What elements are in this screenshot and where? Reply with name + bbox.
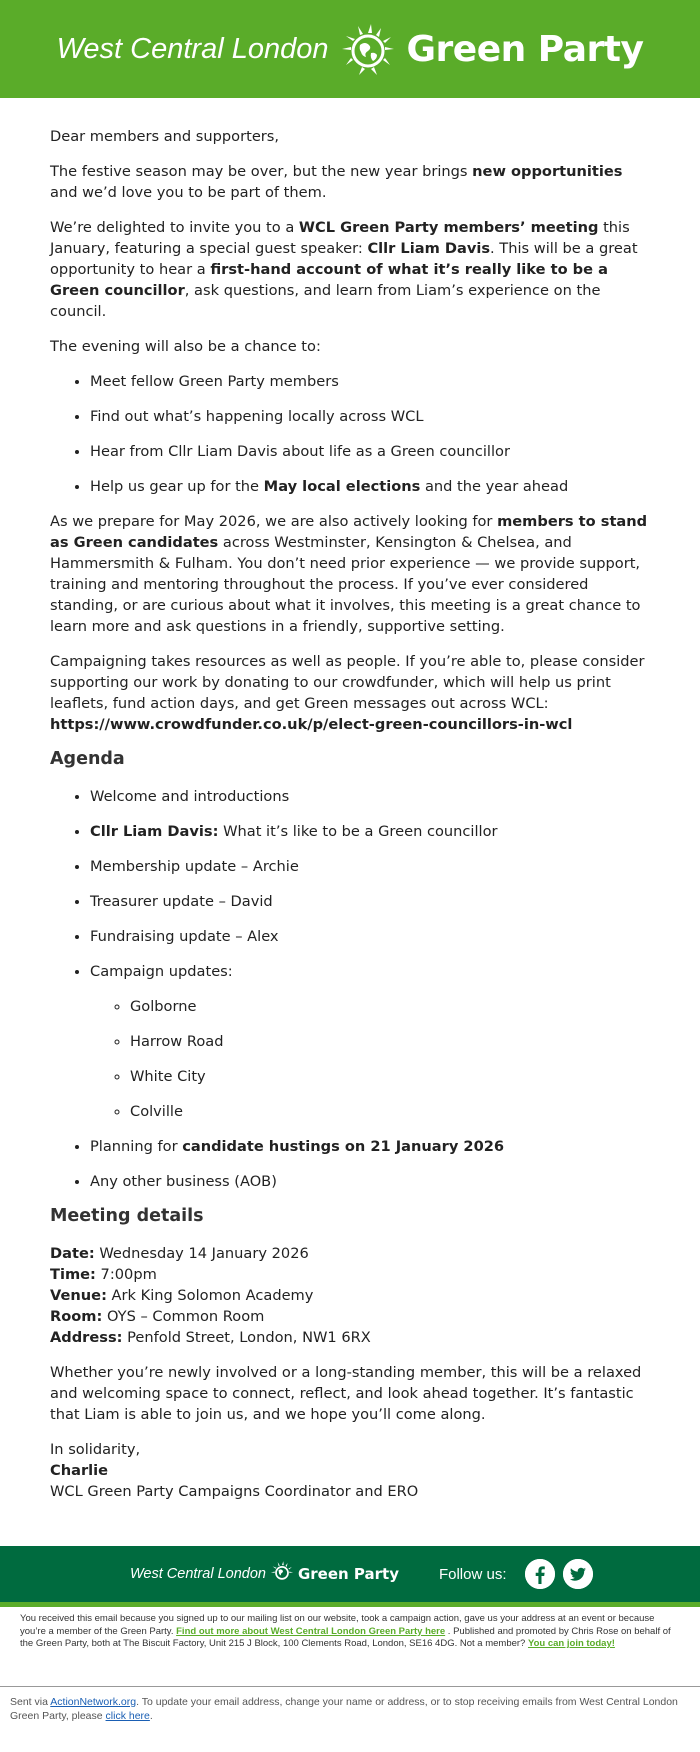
details-heading: Meeting details [50, 1206, 204, 1226]
closing-paragraph: Whether you’re newly involved or a long-standing member, this will be a relaxed and welcoming space to connect, reflect, and look ahead together. It’s fantastic that Liam is able to join us, and we hope you’ll come along. [50, 1364, 642, 1423]
agenda-list [50, 786, 650, 1192]
time-line: Time: 7:00pm [50, 1266, 157, 1283]
header-right-text: Green Party [406, 28, 644, 70]
footer-logo-icon [270, 1560, 294, 1588]
list-item: ◦ Colville [130, 1101, 650, 1122]
find-out-more-link[interactable]: Find out more about West Central London Green Party here [176, 1625, 446, 1637]
address-line: Address: Penfold Street, London, NW1 6RX [50, 1329, 371, 1346]
list-item: • Campaign updates: ◦ Golborne ◦ Harrow Road ◦ White City ◦ Colville [90, 961, 650, 1122]
crowdfunder-link[interactable]: https://www.crowdfunder.co.uk/p/elect-green-councillors-in-wcl [50, 716, 573, 733]
signoff: In solidarity, [50, 1441, 141, 1458]
room-line: Room: OYS – Common Room [50, 1308, 265, 1325]
sent-via-notice: Sent via ActionNetwork.org. To update your email address, change your name or address, or to stop receiving emails from West Central London Green Party, please click here. [10, 1696, 678, 1722]
list-item: • Any other business (AOB) [90, 1171, 650, 1192]
email-body [0, 98, 700, 1502]
list-item: ◦ Golborne [130, 996, 650, 1017]
crowdfunder-paragraph: Campaigning takes resources as well as people. If you’re able to, please consider supporting our work by donating to our crowdfunder, which will help us print leaflets, fund action days, and get Green messages out across WCL: https://www.crowdfunder.co.uk/p/elect-green-councillors-in-wcl [50, 653, 645, 733]
greeting: Dear members and supporters, [50, 128, 280, 145]
footer-green-strip [0, 1602, 700, 1607]
click-here-link[interactable]: click here [105, 1709, 150, 1722]
footer-disclaimer: You received this email because you signed up to our mailing list on our website, took a campaign action, gave us your address at an event or because you’re a member of the Green Party. Find out more about West Central London Green Party here . Published and promoted by Chris Rose on behalf of the Green Party, both at The Biscuit Factory, Unit 215 J Block, 100 Clements Road, London, SE16 4DG. Not a member? You can join today! [20, 1613, 671, 1649]
green-party-logo-icon [340, 21, 396, 77]
candidates-paragraph: As we prepare for May 2026, we are also actively looking for members to stand as Green candidates across Westminster, Kensington & Chelsea, and Hammersmith & Fulham. You don’t need prior experience — we provide support, training and mentoring throughout the process. If you’ve ever considered standing, or are curious about what it involves, this meeting is a great chance to learn more and ask questions in a friendly, supportive setting. [50, 513, 648, 635]
list-item: • Welcome and introductions [90, 786, 650, 807]
actionnetwork-link[interactable]: ActionNetwork.org [50, 1696, 137, 1708]
footer-left-text: West Central London [130, 1566, 266, 1582]
facebook-icon[interactable] [525, 1559, 555, 1589]
list-item: • Fundraising update – Alex [90, 926, 650, 947]
meeting-details [50, 1243, 650, 1348]
header-left-text: West Central London [56, 32, 329, 65]
list-item: ◦ White City [130, 1066, 650, 1087]
list-item: • Treasurer update – David [90, 891, 650, 912]
list-item: • Planning for candidate hustings on 21 January 2026 [90, 1136, 650, 1157]
divider [0, 1686, 700, 1687]
twitter-icon[interactable] [563, 1559, 593, 1589]
signer-role: WCL Green Party Campaigns Coordinator and ERO [50, 1483, 419, 1500]
follow-us-label: Follow us: [438, 1565, 507, 1583]
agenda-heading: Agenda [50, 749, 125, 769]
chance-list [50, 371, 650, 497]
campaign-sublist [90, 996, 650, 1122]
chance-intro: The evening will also be a chance to: [50, 338, 321, 355]
invite-paragraph: We’re delighted to invite you to a WCL Green Party members’ meeting this January, featuring a special guest speaker: Cllr Liam Davis. This will be a great opportunity to hear a first-hand account of what it’s really like to be a Green councillor, ask questions, and learn from Liam’s experience on the council. [50, 219, 638, 320]
intro-paragraph: The festive season may be over, but the new year brings new opportunities and we’d love you to be part of them. [50, 163, 623, 201]
list-item: • Meet fellow Green Party members [90, 371, 650, 392]
date-line: Date: Wednesday 14 January 2026 [50, 1245, 309, 1262]
venue-line: Venue: Ark King Solomon Academy [50, 1287, 314, 1304]
list-item: • Membership update – Archie [90, 856, 650, 877]
footer-band [0, 1546, 700, 1602]
list-item: • Find out what’s happening locally across WCL [90, 406, 650, 427]
list-item: • Help us gear up for the May local elections and the year ahead [90, 476, 650, 497]
list-item: • Hear from Cllr Liam Davis about life as a Green councillor [90, 441, 650, 462]
signature [50, 1439, 650, 1502]
signer-name: Charlie [50, 1462, 109, 1479]
join-link[interactable]: You can join today! [527, 1638, 615, 1649]
footer-right-text: Green Party [297, 1565, 399, 1583]
email-header [0, 0, 700, 98]
list-item: ◦ Harrow Road [130, 1031, 650, 1052]
list-item: • Cllr Liam Davis: What it’s like to be a Green councillor [90, 821, 650, 842]
